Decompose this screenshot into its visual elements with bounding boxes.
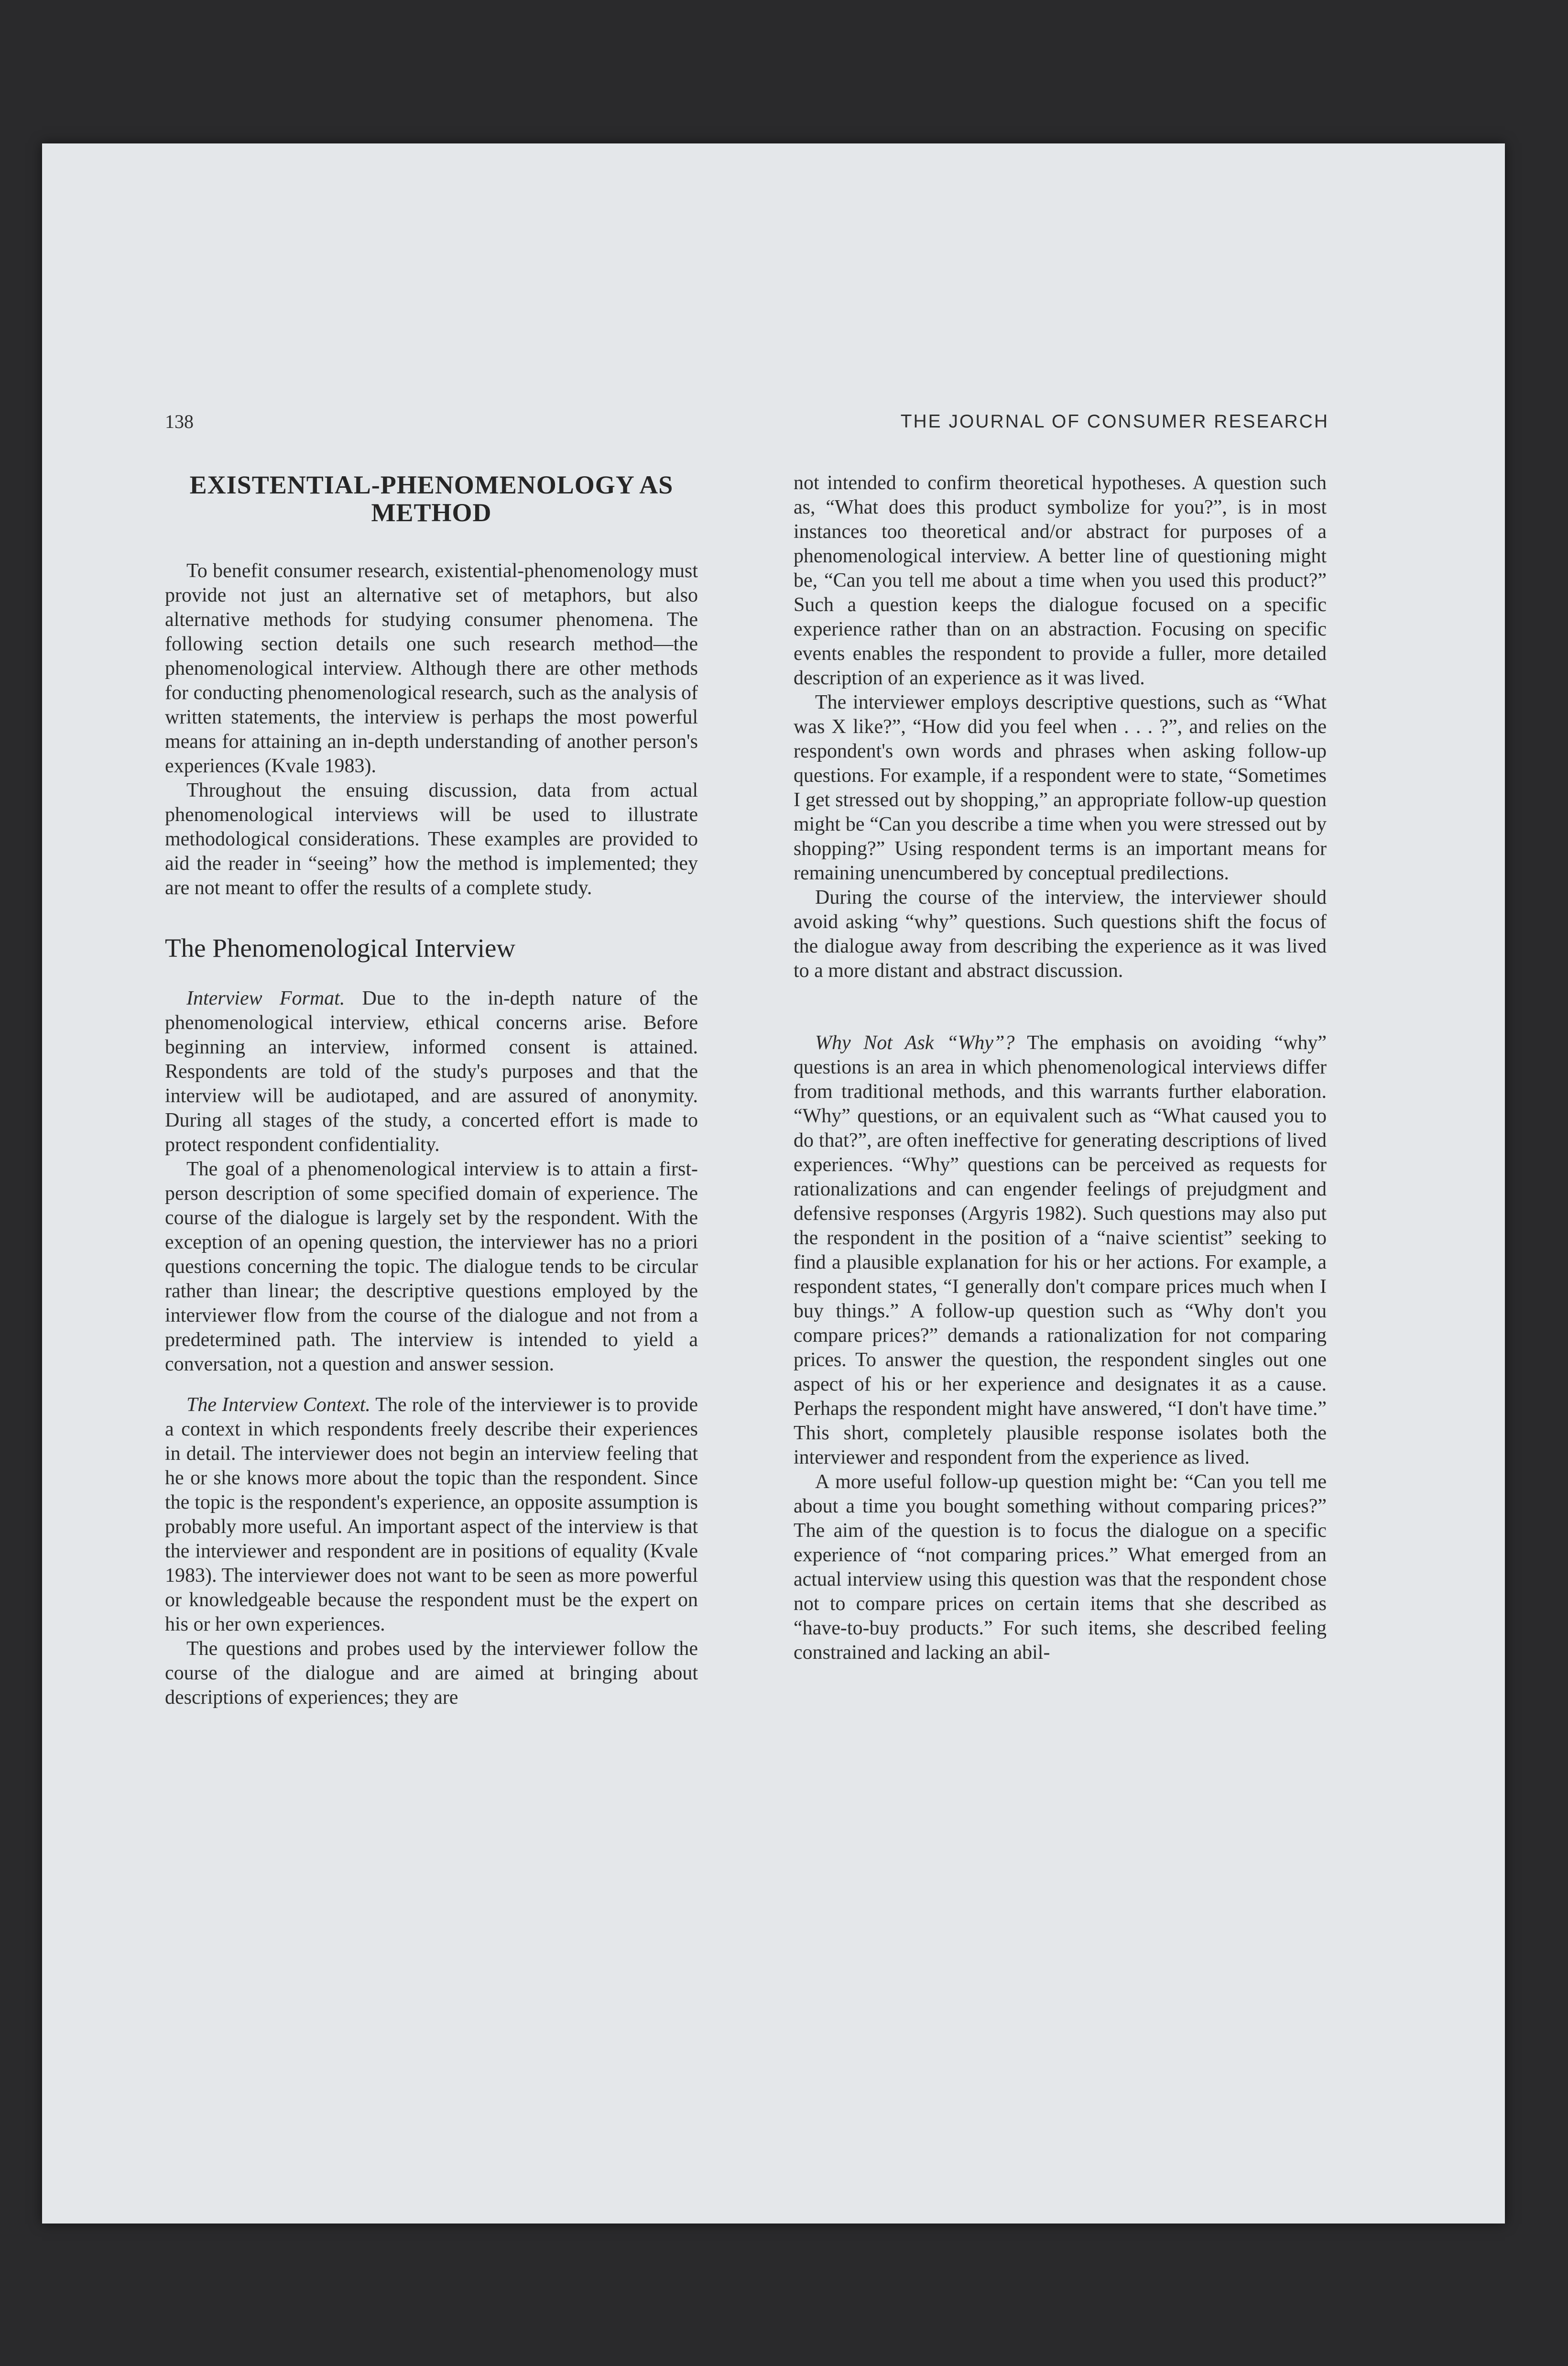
intro-paragraph-2: Throughout the ensuing discussion, data from actual phenomenological interviews will be used to illustrate methodological considerations. These examples are provided to aid the reader in “seeing” how the method is implemented; they are not meant to offer the results of a complete study. xyxy=(165,779,698,899)
questions-probes-paragraph: The questions and probes used by the interviewer follow the course of the dialogue and are aimed at bringing about descriptions of experiences; they are xyxy=(165,1638,698,1709)
interview-context-paragraph xyxy=(165,1393,698,1637)
follow-up-paragraph: A more useful follow-up question might be: “Can you tell me about a time you bought something without comparing prices?” The aim of the question is to focus the dialogue on a specific experience of “not comparing prices.” What emerged from an actual interview using this question was that the respondent chose not to compare prices on certain items that she described as “have-to-buy products.” For such items, she described feeling constrained and lacking an abil- xyxy=(794,1471,1327,1664)
interview-goal-paragraph: The goal of a phenomenological interview is to attain a first-person description of some specified domain of experience. The course of the dialogue is largely set by the respondent. With the exception of an opening question, the interviewer has no a priori questions concerning the topic. The dialogue tends to be circular rather than linear; the descriptive questions employed by the interviewer flow from the course of the dialogue and not from a predetermined path. The interview is intended to yield a conversation, not a question and answer session. xyxy=(165,1158,698,1375)
journal-running-head: THE JOURNAL OF CONSUMER RESEARCH xyxy=(900,411,1329,432)
section-title: EXISTENTIAL-PHENOMENOLOGY AS METHOD xyxy=(189,471,674,527)
intro-paragraph-1: To benefit consumer research, existential-phenomenology must provide not just an alternative set of metaphors, but also alternative methods for studying consumer phenomena. The following section details one such research method—the phenomenological interview. Although there are other methods for conducting phenomenological research, such as the analysis of written statements, the interview is perhaps the most powerful means for attaining an in-depth understanding of another person's experiences (Kvale 1983). xyxy=(165,560,698,777)
left-column xyxy=(165,471,698,1710)
interview-format-text: Due to the in-depth nature of the phenomenological interview, ethical concerns arise. Before beginning an interview, informed consent is attained. Respondents are told of the study's purposes and that the interview will be audiotaped, and are assured of anonymity. During all stages of the study, a concerted effort is made to protect respondent confidentiality. xyxy=(165,987,698,1156)
continuation-paragraph: not intended to confirm theoretical hypotheses. A question such as, “What does this product symbolize for you?”, is in most instances too theoretical and/or abstract for purposes of a phenomenological interview. A better line of questioning might be, “Can you tell me about a time when you used this product?” Such a question keeps the dialogue focused on a specific experience rather than on an abstraction. Focusing on specific events enables the respondent to provide a fuller, more detailed description of an experience as it was lived. xyxy=(794,472,1327,689)
why-not-ask-text: The emphasis on avoiding “why” questions is an area in which phenomenological interviews differ from traditional methods, and this warrants further elaboration. “Why” questions, or an equivalent such as “What caused you to do that?”, are often ineffective for generating descriptions of lived experiences. “Why” questions can be perceived as requests for rationalizations and can engender feelings of prejudgment and defensive responses (Argyris 1982). Such questions may also put the respondent in the position of a “naive scientist” seeking to find a plausible explanation for his or her actions. For example, a respondent states, “I generally don't compare prices much when I buy things.” A follow-up question such as “Why don't you compare prices?” demands a rationalization for not comparing prices. To answer the question, the respondent singles out one aspect of his or her experience and designates it as a cause. Perhaps the respondent might have answered, “I don't have time.” This short, completely plausible response isolates both the interviewer and respondent from the experience as lived. xyxy=(794,1032,1327,1468)
why-not-ask-paragraph xyxy=(794,1031,1327,1470)
avoid-why-paragraph: During the course of the interview, the interviewer should avoid asking “why” questions. Such questions shift the focus of the dialogue away from describing the experience as it was lived to a more distant and abstract discussion. xyxy=(794,887,1327,982)
interview-context-heading: The Interview Context. xyxy=(186,1394,370,1416)
right-column xyxy=(794,471,1327,1665)
interview-format-heading: Interview Format. xyxy=(186,987,345,1009)
interview-format-paragraph xyxy=(165,986,698,1157)
descriptive-questions-paragraph: The interviewer employs descriptive questions, such as “What was X like?”, “How did you feel when . . . ?”, and relies on the respondent's own words and phrases when asking follow-up questions. For example, if a respondent were to state, “Sometimes I get stressed out by shopping,” an appropriate follow-up question might be “Can you describe a time when you were stressed out by shopping?” Using respondent terms is an important means for remaining unencumbered by conceptual predilections. xyxy=(794,691,1327,884)
why-not-ask-heading: Why Not Ask “Why”? xyxy=(815,1032,1015,1054)
subsection-heading: The Phenomenological Interview xyxy=(165,933,516,963)
page-number: 138 xyxy=(165,411,194,432)
interview-context-text: The role of the interviewer is to provide a context in which respondents freely describe their experiences in detail. The interviewer does not begin an interview feeling that he or she knows more about the topic than the respondent. Since the topic is the respondent's experience, an opposite assumption is probably more useful. An important aspect of the interview is that the interviewer and respondent are in positions of equality (Kvale 1983). The interviewer does not want to be seen as more powerful or knowledgeable because the respondent must be the expert on his or her own experiences. xyxy=(165,1394,698,1635)
